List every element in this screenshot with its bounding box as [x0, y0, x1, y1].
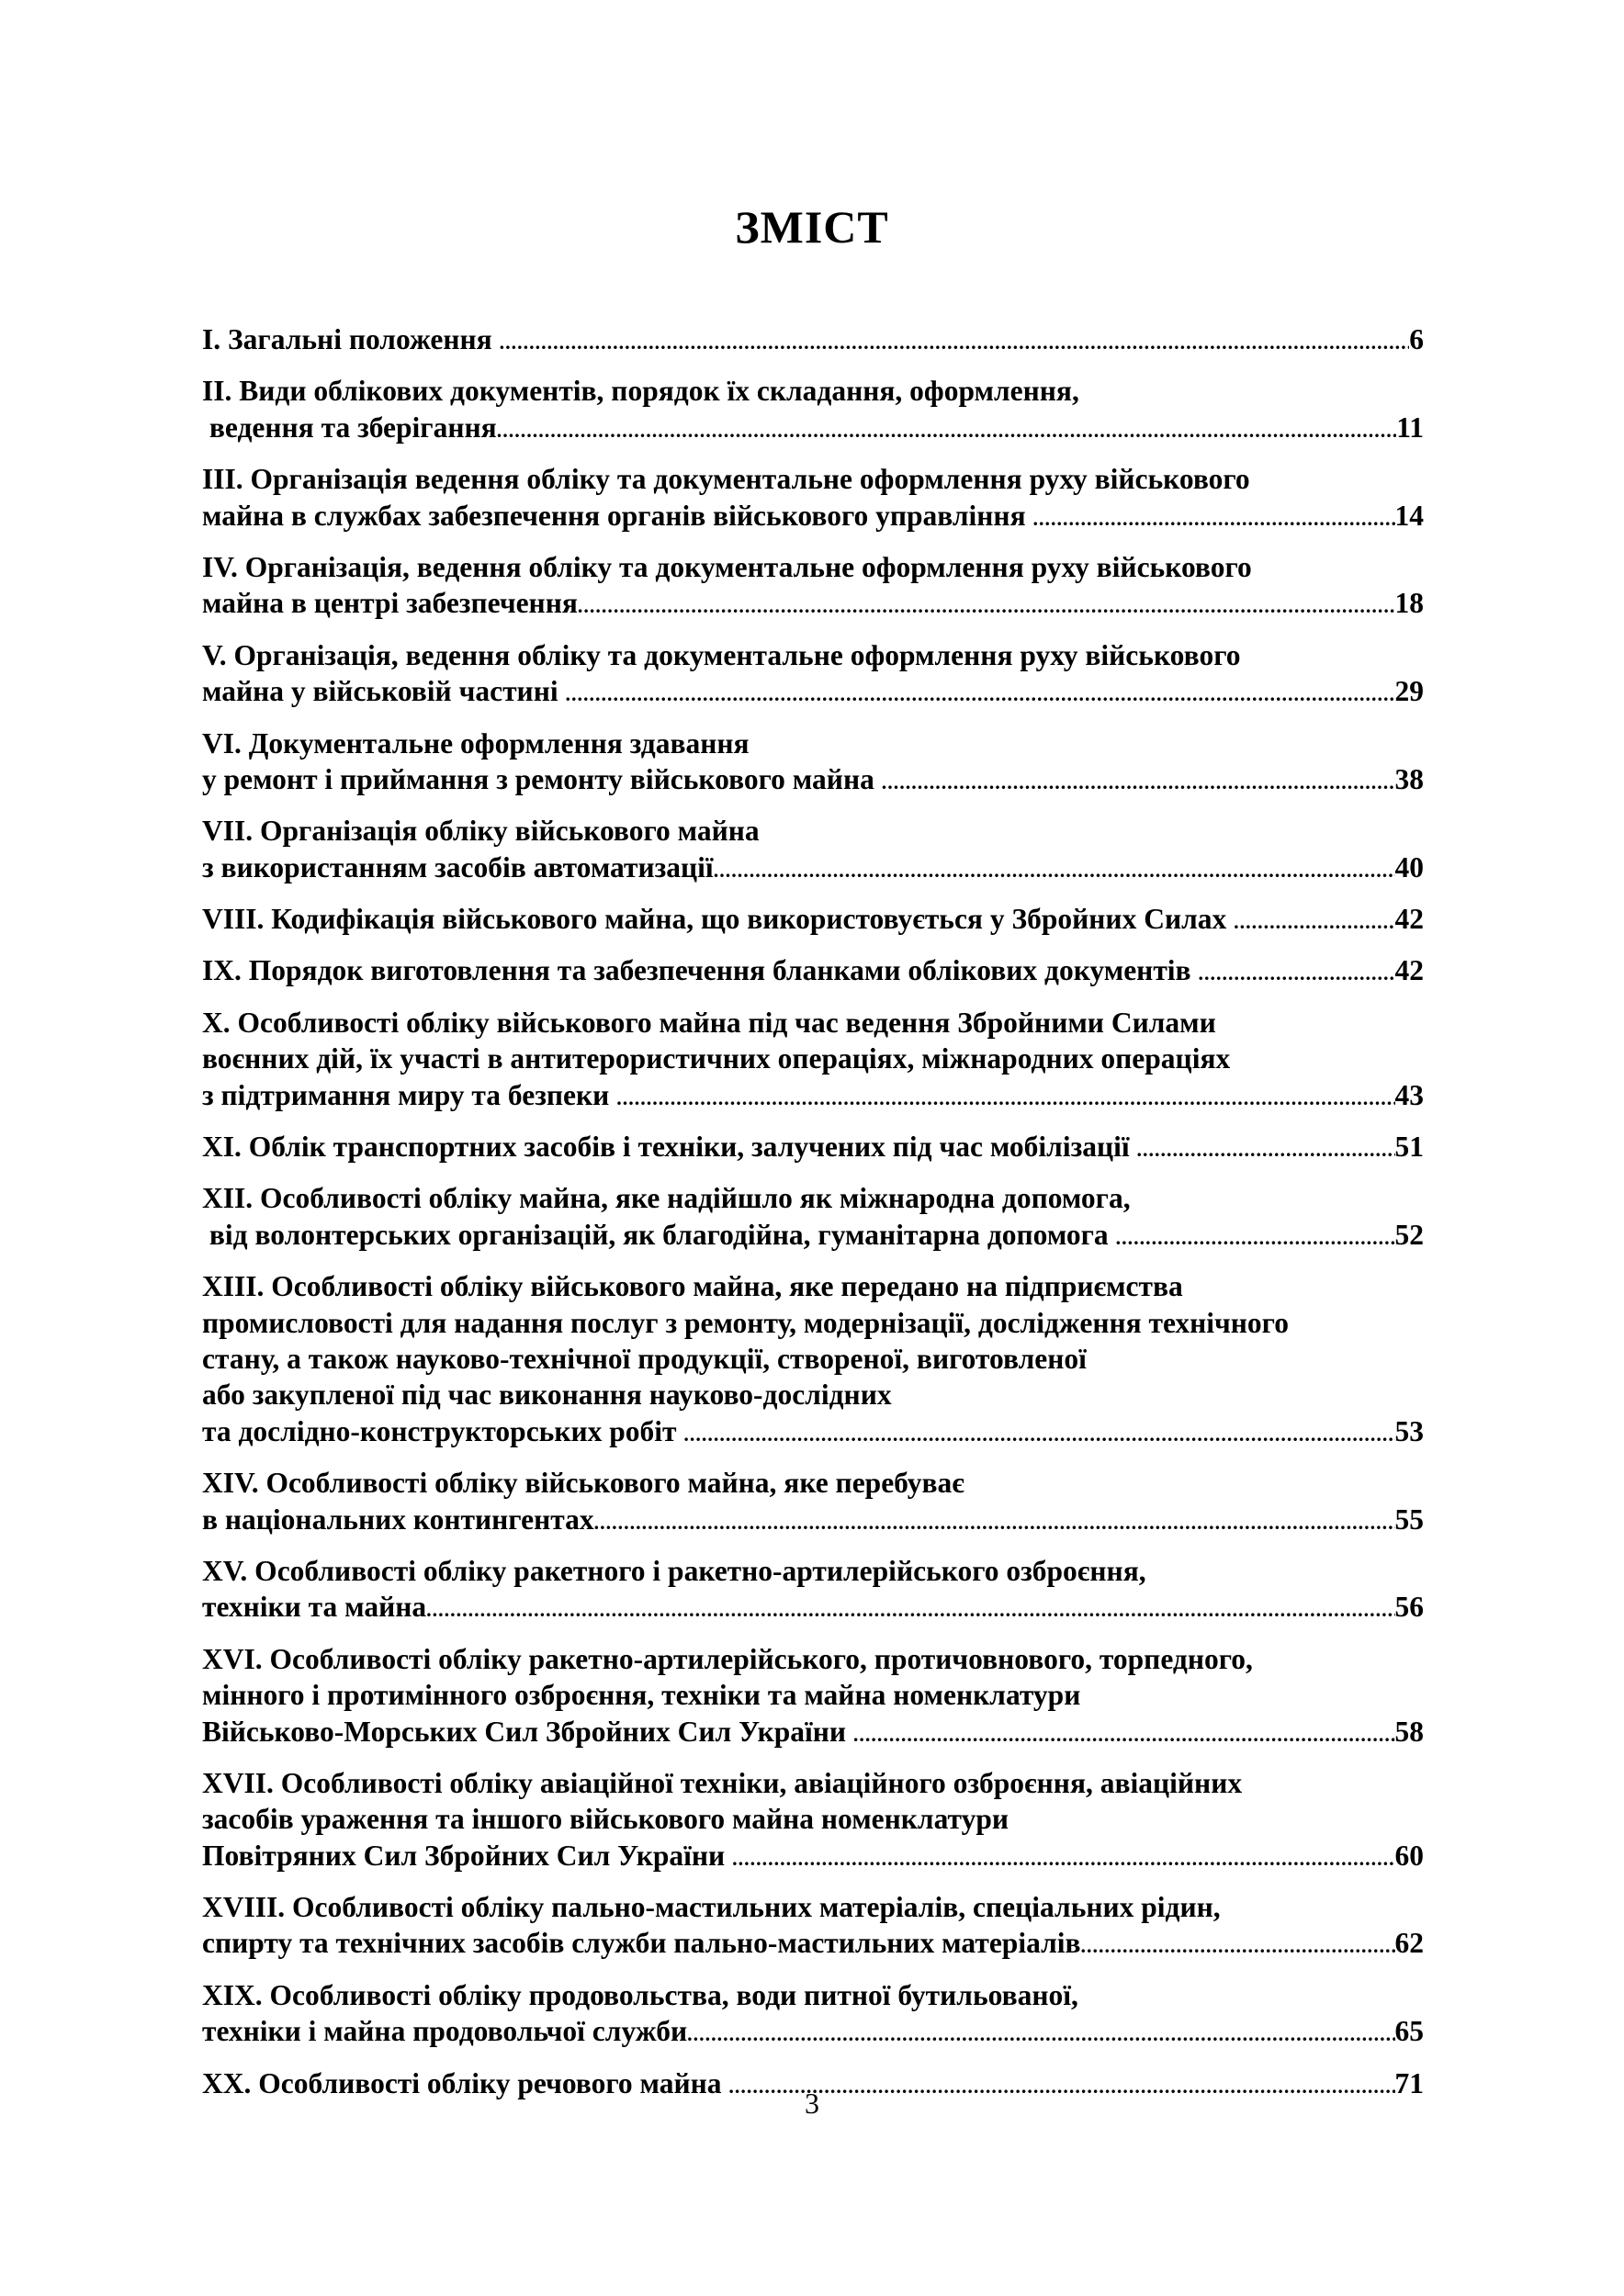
dot-leader [1234, 904, 1394, 937]
toc-entry-line: XIX. Особливості обліку продовольства, води питної бутильованої, [202, 1978, 1078, 2011]
toc-entry-line [202, 1502, 1424, 1537]
toc-entry-line: XIV. Особливості обліку військового майна, яке перебуває [202, 1467, 964, 1500]
dot-leader [500, 324, 1410, 357]
toc-entry-line: III. Організація ведення обліку та документальне оформлення руху військового [202, 463, 1250, 496]
toc-entry[interactable] [202, 1268, 1424, 1449]
toc-page-number: 56 [1394, 1591, 1424, 1624]
dot-leader [714, 852, 1395, 885]
toc-page-number: 14 [1394, 499, 1424, 532]
dot-leader [426, 1592, 1394, 1625]
dot-leader [565, 676, 1394, 709]
toc-entry-text: з підтримання миру та безпеки [202, 1078, 617, 1111]
toc-entry-text: з використанням засобів автоматизації [202, 850, 714, 884]
toc-page-number: 71 [1394, 2066, 1424, 2099]
toc-entry-line [202, 761, 1424, 797]
toc-entry-text: техніки і майна продовольчої служби [202, 2015, 688, 2048]
toc-entry-text: VIII. Кодифікація військового майна, що використовується у Збройних Силах [202, 903, 1235, 936]
toc-entry-line: IV. Організація, ведення обліку та документальне оформлення руху військового [202, 550, 1252, 583]
toc-page-number: 65 [1394, 2015, 1424, 2048]
toc-entry-text: Військово-Морських Сил Збройних Сил України [202, 1715, 853, 1748]
toc-entry-line: XIII. Особливості обліку військового майна, яке передано на підприємства [202, 1270, 1183, 1303]
toc-page-number: 43 [1394, 1078, 1424, 1111]
toc-entry-line: V. Організація, ведення обліку та документальне оформлення руху військового [202, 638, 1241, 671]
toc-entry[interactable] [202, 321, 1424, 357]
toc-entry-text: від волонтерських організацій, як благодійна, гуманітарна допомога [202, 1218, 1116, 1251]
toc-entry-line [202, 901, 1424, 937]
toc-entry-line [202, 585, 1424, 621]
toc-entry[interactable] [202, 637, 1424, 710]
toc-entry-line: мінного і протимінного озброєння, техніки та майна номенклатури [202, 1679, 1081, 1712]
dot-leader [687, 2016, 1394, 2049]
toc-page-number: 29 [1394, 675, 1424, 708]
toc-entry-text: у ремонт і приймання з ремонту військового майна [202, 762, 882, 795]
toc-entry-text: XI. Облік транспортних засобів і техніки, залучених під час мобілізації [202, 1131, 1137, 1164]
toc-entry[interactable] [202, 1129, 1424, 1165]
toc-entry-line: воєнних дій, їх участі в антитерористичних операціях, міжнародних операціях [202, 1042, 1231, 1075]
toc-page-number: 55 [1394, 1503, 1424, 1536]
dot-leader [616, 1080, 1394, 1113]
toc-entry[interactable] [202, 1465, 1424, 1537]
dot-leader [882, 764, 1395, 797]
toc-entry-line: VII. Організація обліку військового майна [202, 815, 760, 848]
toc-page-number: 42 [1394, 903, 1424, 936]
toc-entry[interactable] [202, 1765, 1424, 1874]
toc-entry[interactable] [202, 952, 1424, 988]
toc-page-number: 6 [1409, 323, 1424, 355]
toc-entry[interactable] [202, 1553, 1424, 1626]
toc-entry-line: або закупленої під час виконання науково-дослідних [202, 1379, 892, 1412]
toc-entry-text: майна у військовій частині [202, 675, 566, 708]
toc-page-number: 51 [1394, 1131, 1424, 1164]
page-number: 3 [805, 2087, 819, 2120]
toc-entry-text: I. Загальні положення [202, 323, 500, 355]
toc-page-number: 18 [1394, 587, 1424, 620]
toc-entry[interactable] [202, 549, 1424, 622]
toc-entry[interactable] [202, 726, 1424, 798]
dot-leader [1081, 1928, 1395, 1961]
toc-page-number: 58 [1394, 1715, 1424, 1748]
dot-leader [578, 588, 1395, 621]
toc-entry-line: XVIII. Особливості обліку пально-мастильних матеріалів, спеціальних рідин, [202, 1891, 1221, 1924]
toc-entry-line [202, 1714, 1424, 1750]
toc-entry-line: засобів ураження та іншого військового майна номенклатури [202, 1803, 1009, 1836]
toc-entry-text: та дослідно-конструкторських робіт [202, 1414, 684, 1447]
toc-entry[interactable] [202, 1977, 1424, 2050]
dot-leader [1033, 501, 1395, 534]
toc-entry-text: спирту та технічних засобів служби пально-мастильних матеріалів [202, 1927, 1081, 1960]
dot-leader [1137, 1131, 1395, 1165]
toc-entry-line [202, 321, 1424, 357]
dot-leader [1116, 1220, 1395, 1253]
toc-entry[interactable] [202, 1180, 1424, 1253]
dot-leader [594, 1504, 1395, 1537]
toc-entry-line [202, 1413, 1424, 1449]
toc-entry-text: IX. Порядок виготовлення та забезпечення бланками облікових документів [202, 954, 1199, 987]
toc-page-number: 40 [1394, 850, 1424, 884]
toc-entry-line [202, 498, 1424, 534]
toc-entry-text: техніки та майна [202, 1591, 427, 1624]
toc-entry[interactable] [202, 813, 1424, 885]
toc-entry-line [202, 850, 1424, 885]
toc-entry[interactable] [202, 373, 1424, 445]
toc-page-number: 42 [1394, 954, 1424, 987]
toc-entry-line: X. Особливості обліку військового майна під час ведення Збройними Силами [202, 1006, 1216, 1039]
toc-entry-text: XX. Особливості обліку речового майна [202, 2066, 729, 2099]
toc-entry-text: майна в центрі забезпечення [202, 587, 578, 620]
toc-entry-line [202, 410, 1424, 445]
toc-entry[interactable] [202, 1005, 1424, 1113]
toc-page-number: 38 [1394, 762, 1424, 795]
toc-page-number: 11 [1396, 411, 1424, 444]
toc-page-number: 52 [1394, 1218, 1424, 1251]
toc-entry-line: II. Види облікових документів, порядок їх складання, оформлення, [202, 375, 1079, 408]
toc-entry-line [202, 1077, 1424, 1113]
toc-entry-line [202, 1838, 1424, 1874]
toc-page-number: 53 [1394, 1414, 1424, 1447]
toc-entry-line: XV. Особливості обліку ракетного і ракетно-артилерійського озброєння, [202, 1554, 1146, 1587]
toc-entry-line [202, 952, 1424, 988]
toc-entry-line: XVI. Особливості обліку ракетно-артилерійського, протичовнового, торпедного, [202, 1642, 1253, 1675]
toc-entry-text: Повітряних Сил Збройних Сил України [202, 1839, 733, 1872]
toc-entry-line: стану, а також науково-технічної продукції, створеної, виготовленої [202, 1342, 1087, 1375]
toc-entry-line [202, 2013, 1424, 2049]
dot-leader [732, 1840, 1394, 1874]
toc-entry-line [202, 673, 1424, 709]
toc-page-number: 60 [1394, 1839, 1424, 1872]
toc-entry-line: промисловості для надання послуг з ремонту, модернізації, дослідження технічного [202, 1306, 1289, 1339]
table-of-contents [202, 321, 1424, 2117]
toc-entry-line: VI. Документальне оформлення здавання [202, 726, 750, 760]
toc-entry-line [202, 1589, 1424, 1625]
toc-entry-line: XVII. Особливості обліку авіаційної техніки, авіаційного озброєння, авіаційних [202, 1766, 1243, 1799]
toc-entry-line: XII. Особливості обліку майна, яке надійшло як міжнародна допомога, [202, 1182, 1131, 1215]
toc-entry[interactable] [202, 461, 1424, 534]
toc-entry-text: в національних контингентах [202, 1503, 594, 1536]
toc-entry[interactable] [202, 901, 1424, 937]
dot-leader [853, 1716, 1395, 1750]
page-title: ЗМІСТ [735, 201, 889, 253]
toc-entry[interactable] [202, 1641, 1424, 1750]
dot-leader [683, 1416, 1394, 1449]
toc-entry-line [202, 1925, 1424, 1961]
toc-entry-text: ведення та зберігання [202, 411, 497, 444]
dot-leader [497, 412, 1397, 445]
toc-entry-line [202, 1129, 1424, 1165]
toc-entry[interactable] [202, 1889, 1424, 1962]
toc-entry-line [202, 1217, 1424, 1253]
toc-entry-text: майна в службах забезпечення органів військового управління [202, 499, 1033, 532]
toc-page-number: 62 [1394, 1927, 1424, 1960]
dot-leader [1198, 955, 1394, 988]
